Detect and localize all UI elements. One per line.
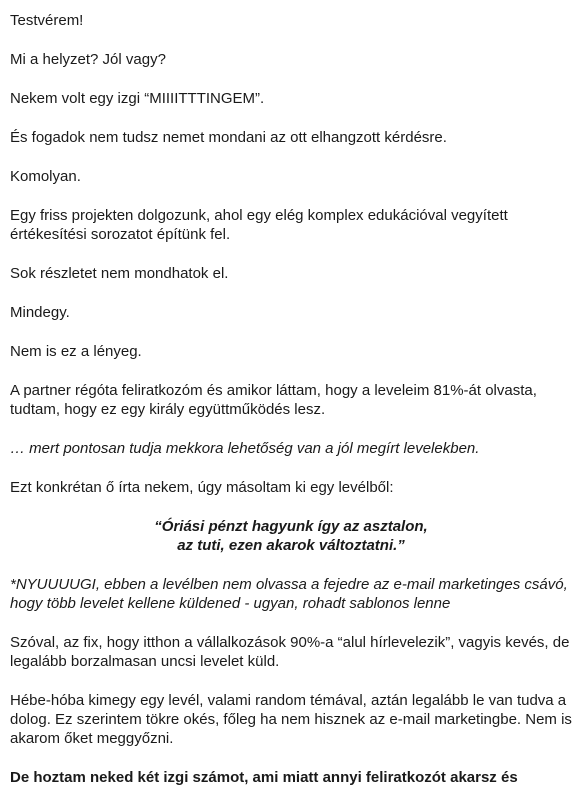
bold-paragraph: De hoztam neked két izgi számot, ami miatt annyi feliratkozót akarsz és bbox=[10, 769, 518, 786]
paragraph: A partner régóta feliratkozóm és amikor láttam, hogy a leveleim 81%-át olvasta, tudtam, hogy ez egy király együttműködés lesz. bbox=[10, 382, 537, 418]
paragraph: Komolyan. bbox=[10, 168, 81, 185]
paragraph: Hébe-hóba kimegy egy levél, valami random témával, aztán legalább le van tudva a dolog. Ez szerintem tökre okés, főleg ha nem hisznek az e-mail marketingbe. Nem is akarom őket meggyőzni. bbox=[10, 692, 572, 747]
paragraph: Nem is ez a lényeg. bbox=[10, 343, 142, 360]
paragraph: Ezt konkrétan ő írta nekem, úgy másoltam ki egy levélből: bbox=[10, 479, 394, 496]
italic-paragraph: … mert pontosan tudja mekkora lehetőség van a jól megírt levelekben. bbox=[10, 440, 480, 457]
italic-paragraph: *NYUUUUGI, ebben a levélben nem olvassa a fejedre az e-mail marketinges csávó, hogy több levelet kellene küldened - ugyan, rohadt sablonos lenne bbox=[10, 576, 568, 612]
quote-line: az tuti, ezen akarok változtatni.” bbox=[177, 537, 405, 554]
quote-block bbox=[10, 517, 572, 555]
paragraph: Mindegy. bbox=[10, 304, 70, 321]
paragraph: És fogadok nem tudsz nemet mondani az ott elhangzott kérdésre. bbox=[10, 129, 447, 146]
paragraph: Egy friss projekten dolgozunk, ahol egy elég komplex edukációval vegyített értékesítési sorozatot építünk fel. bbox=[10, 207, 508, 243]
quote-line: “Óriási pénzt hagyunk így az asztalon, bbox=[154, 518, 428, 535]
paragraph: Sok részletet nem mondhatok el. bbox=[10, 265, 229, 282]
email-body bbox=[10, 0, 572, 787]
paragraph: Szóval, az fix, hogy itthon a vállalkozások 90%-a “alul hírlevelezik”, vagyis kevés, de legalább borzalmasan uncsi levelet küld. bbox=[10, 634, 570, 670]
paragraph: Mi a helyzet? Jól vagy? bbox=[10, 51, 166, 68]
paragraph: Nekem volt egy izgi “MIIIITTTINGEM”. bbox=[10, 90, 265, 107]
greeting: Testvérem! bbox=[10, 12, 84, 29]
